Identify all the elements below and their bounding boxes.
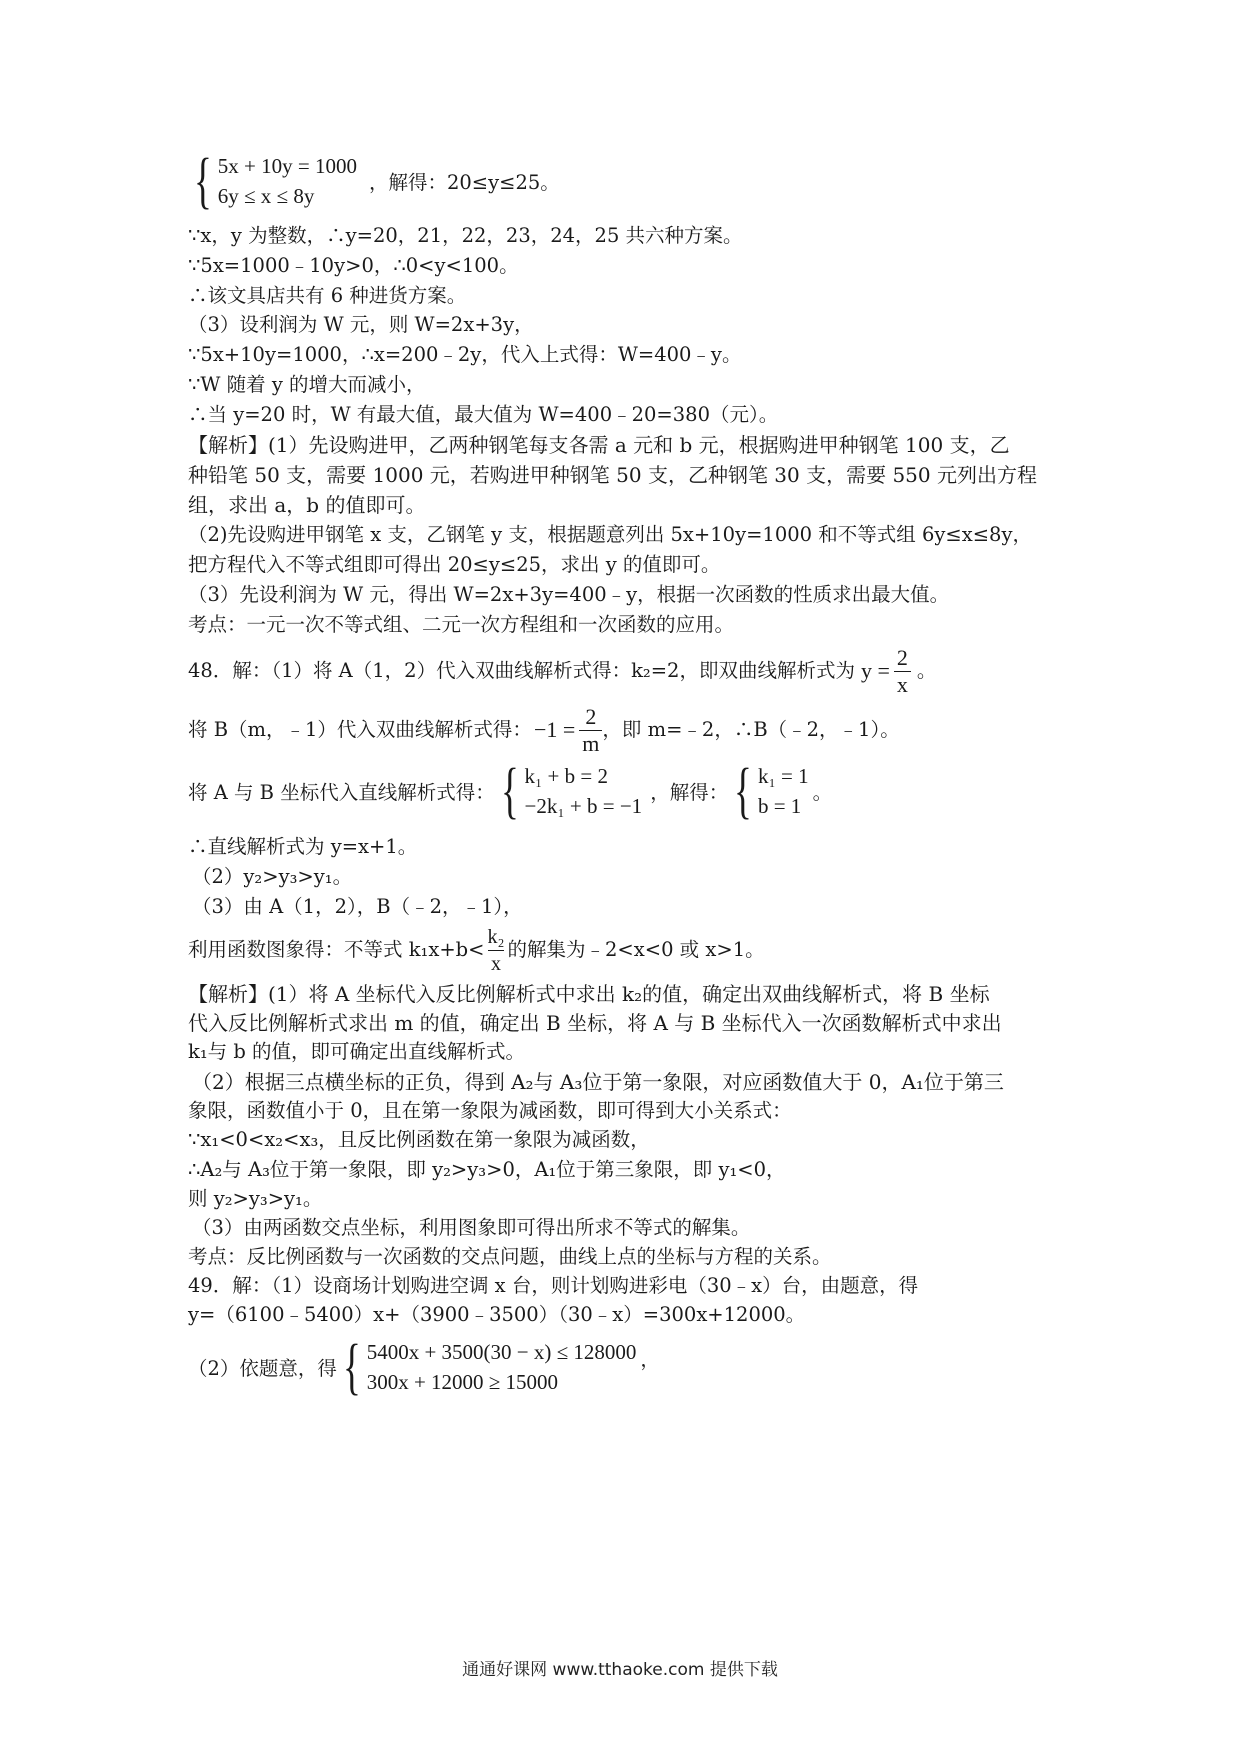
fraction-numerator: 2 (585, 703, 597, 729)
system-1-row-2: 6y ≤ x ≤ 8y (217, 184, 315, 208)
text-line: ∵x，y 为整数，∴y=20，21，22，23，24，25 共六种方案。 (188, 224, 743, 247)
q48-line-7-text: 利用函数图象得：不等式 k₁x+b< (188, 938, 485, 961)
fraction-denominator: x (894, 671, 911, 698)
q48-line-3: 将 A 与 B 坐标代入直线解析式得： { k₁ + b = 2 −2k₁ + b = −1 ，解得： { k₁ = 1 b = 1 。 (188, 757, 833, 825)
fraction-numerator: 2 (896, 644, 908, 670)
analysis-line: 组，求出 a，b 的值即可。 (188, 493, 426, 517)
q48-line-7-end: 的解集为﹣2<x<0 或 x>1。 (507, 938, 765, 961)
analysis-line: 象限，函数值小于 0，且在第一象限为减函数，即可得到大小关系式： (188, 1099, 792, 1122)
fraction-numerator: k₂ (487, 925, 505, 948)
page-footer: 通通好课网 www.tthaoke.com 提供下载 (462, 1660, 778, 1680)
q48-line-2 (188, 702, 900, 758)
fraction-denominator: m (579, 730, 602, 757)
text-line: y=（6100﹣5400）x+（3900﹣3500）（30﹣x）=300x+12000。 (188, 1303, 806, 1326)
system-b-row-1: k₁ = 1 (757, 764, 809, 788)
analysis-line: 【解析】(1）将 A 坐标代入反比例解析式中求出 k₂的值，确定出双曲线解析式，将 B 坐标 (188, 982, 990, 1006)
analysis-line: （2)先设购进甲钢笔 x 支，乙钢笔 y 支，根据题意列出 5x+10y=1000 和不等式组 6y≤x≤8y， (188, 523, 1032, 546)
q48-eq-lhs: y = (860, 658, 890, 683)
analysis-line: 代入反比例解析式求出 m 的值，确定出 B 坐标，将 A 与 B 坐标代入一次函数解析式中求出 (188, 1011, 1002, 1035)
equation-system-1: { 5x + 10y = 1000 6y ≤ x ≤ 8y ，解得：20≤y≤25。 (193, 147, 560, 215)
system-q49-row-2: 300x + 12000 ≥ 15000 (366, 1370, 559, 1394)
system-1-row-1: 5x + 10y = 1000 (217, 154, 357, 178)
fraction (579, 704, 602, 757)
text-line: （3）设利润为 W 元，则 W=2x+3y， (188, 313, 534, 336)
system-a-row-1: k₁ + b = 2 (524, 764, 608, 788)
q48-line-1-text: 48．解：（1）将 A（1，2）代入双曲线解析式得：k₂=2，即双曲线解析式为 (188, 659, 855, 682)
q48-eq2-lhs: −1 = (533, 717, 576, 742)
fraction (485, 924, 508, 977)
text-line: （2）y₂>y₃>y₁。 (192, 865, 353, 888)
text-line: 49．解：（1）设商场计划购进空调 x 台，则计划购进彩电（30﹣x）台，由题意，得 (188, 1274, 919, 1297)
q48-line-3-end: 。 (812, 781, 833, 804)
text-line: ∵5x=1000﹣10y>0，∴0<y<100。 (188, 254, 519, 277)
analysis-line: 【解析】(1）先设购进甲，乙两种钢笔每支各需 a 元和 b 元，根据购进甲种钢笔 100 支，乙 (188, 433, 1010, 457)
analysis-line: （3）先设利润为 W 元，得出 W=2x+3y=400﹣y，根据一次函数的性质求出最大值。 (188, 583, 950, 606)
text-line: （3）由 A（1，2），B（﹣2，﹣1）， (192, 895, 523, 918)
system-b-row-2: b = 1 (757, 794, 802, 818)
exam-point-line: 考点：反比例函数与一次函数的交点问题，曲线上点的坐标与方程的关系。 (188, 1245, 832, 1268)
text-line: ∵5x+10y=1000，∴x=200﹣2y，代入上式得：W=400﹣y。 (188, 343, 742, 366)
q48-line-3-mid: ，解得： (650, 781, 729, 804)
q48-line-2-end: ，即 m=﹣2，∴B（﹣2，﹣1）。 (602, 718, 900, 741)
q48-line-3-text: 将 A 与 B 坐标代入直线解析式得： (188, 781, 495, 804)
q48-line-7 (188, 922, 765, 978)
q48-line-1-end: 。 (916, 659, 937, 682)
system-1-tail: ，解得：20≤y≤25。 (368, 171, 560, 194)
text-line: ∴当 y=20 时，W 有最大值，最大值为 W=400﹣20=380（元）。 (188, 403, 779, 426)
analysis-line: （3）由两函数交点坐标，利用图象即可得出所求不等式的解集。 (192, 1216, 751, 1239)
analysis-line: 把方程代入不等式组即可得出 20≤y≤25，求出 y 的值即可。 (188, 553, 721, 576)
exam-point-line: 考点：一元一次不等式组、二元一次方程组和一次函数的应用。 (188, 613, 735, 636)
q49-line-3-end: ， (640, 1348, 660, 1371)
system-a-row-2: −2k₁ + b = −1 (524, 794, 643, 818)
analysis-line: k₁与 b 的值，即可确定出直线解析式。 (188, 1040, 526, 1063)
q48-line-1 (188, 643, 936, 699)
analysis-line: 则 y₂>y₃>y₁。 (188, 1187, 323, 1210)
text-line: ∴直线解析式为 y=x+1。 (188, 835, 418, 858)
q49-line-3-text: （2）依题意，得 (188, 1357, 337, 1380)
analysis-line: ∵x₁<0<x₂<x₃，且反比例函数在第一象限为减函数， (188, 1128, 650, 1151)
analysis-line: 种铅笔 50 支，需要 1000 元，若购进甲种钢笔 50 支，乙种钢笔 30 支，需要 550 元列出方程 (188, 463, 1037, 487)
text-line: ∵W 随着 y 的增大而减小， (188, 373, 426, 396)
fraction (894, 645, 911, 698)
q49-line-3: （2）依题意，得 { 5400x + 3500(30 − x) ≤ 128000 300x + 12000 ≥ 15000 ， (188, 1333, 660, 1401)
fraction-denominator: x (488, 950, 504, 977)
analysis-line: （2）根据三点横坐标的正负，得到 A₂与 A₃位于第一象限，对应函数值大于 0，A₁位于第三 (192, 1070, 1004, 1094)
system-q49-row-1: 5400x + 3500(30 − x) ≤ 128000 (366, 1340, 637, 1364)
analysis-line: ∴A₂与 A₃位于第一象限，即 y₂>y₃>0，A₁位于第三象限，即 y₁<0， (188, 1158, 786, 1181)
text-line: ∴该文具店共有 6 种进货方案。 (188, 284, 467, 307)
q48-line-2-text: 将 B（m，﹣1）代入双曲线解析式得： (188, 718, 532, 741)
